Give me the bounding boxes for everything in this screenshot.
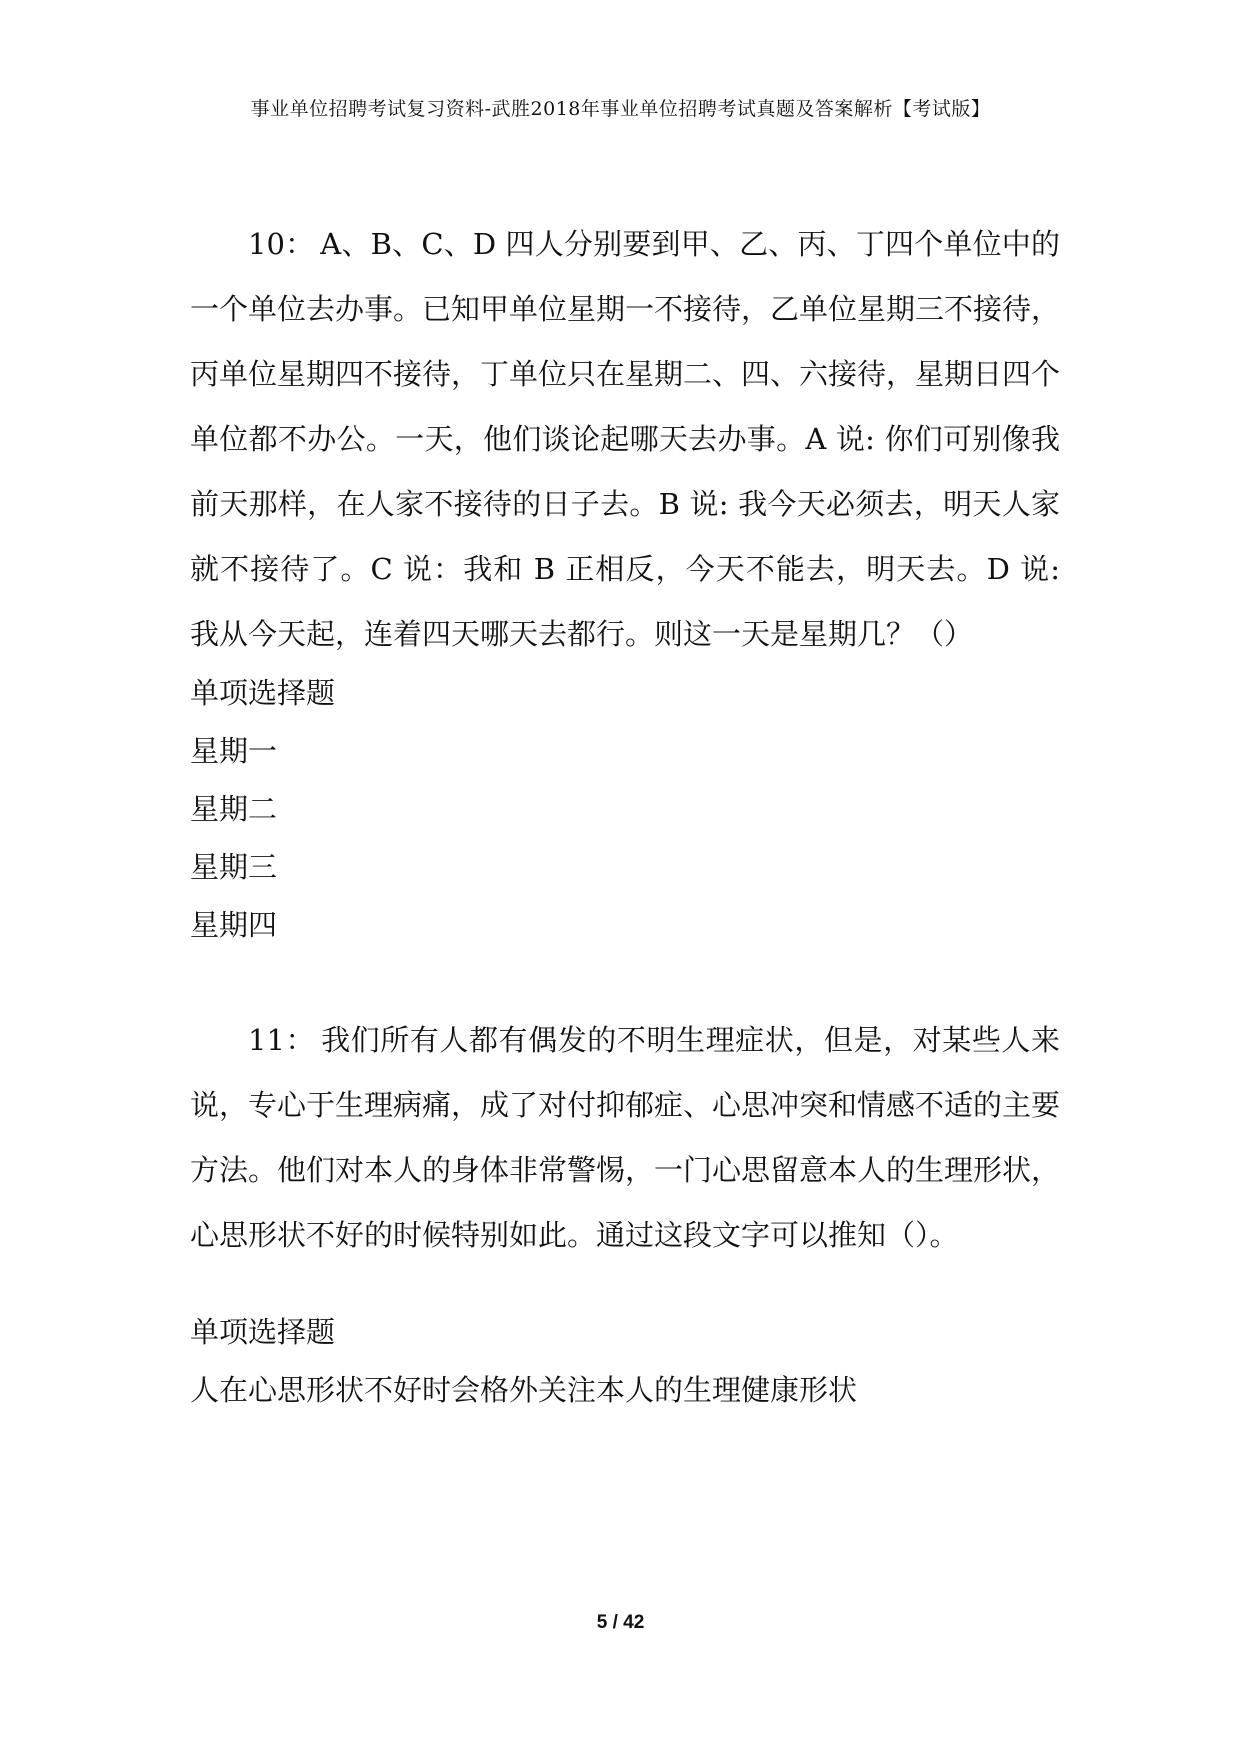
option-item[interactable]: 人在心思形状不好时会格外关注本人的生理健康形状: [190, 1373, 858, 1407]
question-type: 单项选择题: [190, 676, 336, 710]
question-text: A、B、C、D 四人分别要到甲、乙、丙、丁四个单位中的一个单位去办事。已知甲单位星期一不接待，乙单位星期三不接待，丙单位星期四不接待，丁单位只在星期二、四、六接待，星期日四个单位都不办公。一天，他们谈论起哪天去办事。A 说: 你们可别像我前天那样，在人家不接待的日子去。B 说: 我今天必须去，明天人家就不接待了。C 说：我和 B 正相反，今天不能去，明天去。D 说: 我从今天起，连着四天哪天去都行。则这一天是星期几？（）: [190, 227, 1061, 651]
question-number: 10：: [248, 227, 315, 261]
option-item[interactable]: 星期二: [190, 792, 278, 826]
page-header: 事业单位招聘考试复习资料-武胜2018年事业单位招聘考试真题及答案解析【考试版】: [250, 98, 991, 120]
option-item[interactable]: 星期四: [190, 908, 278, 942]
question-type: 单项选择题: [190, 1315, 336, 1349]
question-number: 11：: [248, 1023, 316, 1057]
page-number: 5 / 42: [596, 1612, 645, 1633]
option-item[interactable]: 星期一: [190, 734, 278, 768]
question-text: 我们所有人都有偶发的不明生理症状，但是，对某些人来说，专心于生理病痛，成了对付抑郁症、心思冲突和情感不适的主要方法。他们对本人的身体非常警惕，一门心思留意本人的生理形状，心思形状不好的时候特别如此。通过这段文字可以推知（）。: [190, 1023, 1061, 1252]
question-11: [190, 1008, 1060, 1268]
option-item[interactable]: 星期三: [190, 850, 278, 884]
question-10: [190, 212, 1060, 667]
